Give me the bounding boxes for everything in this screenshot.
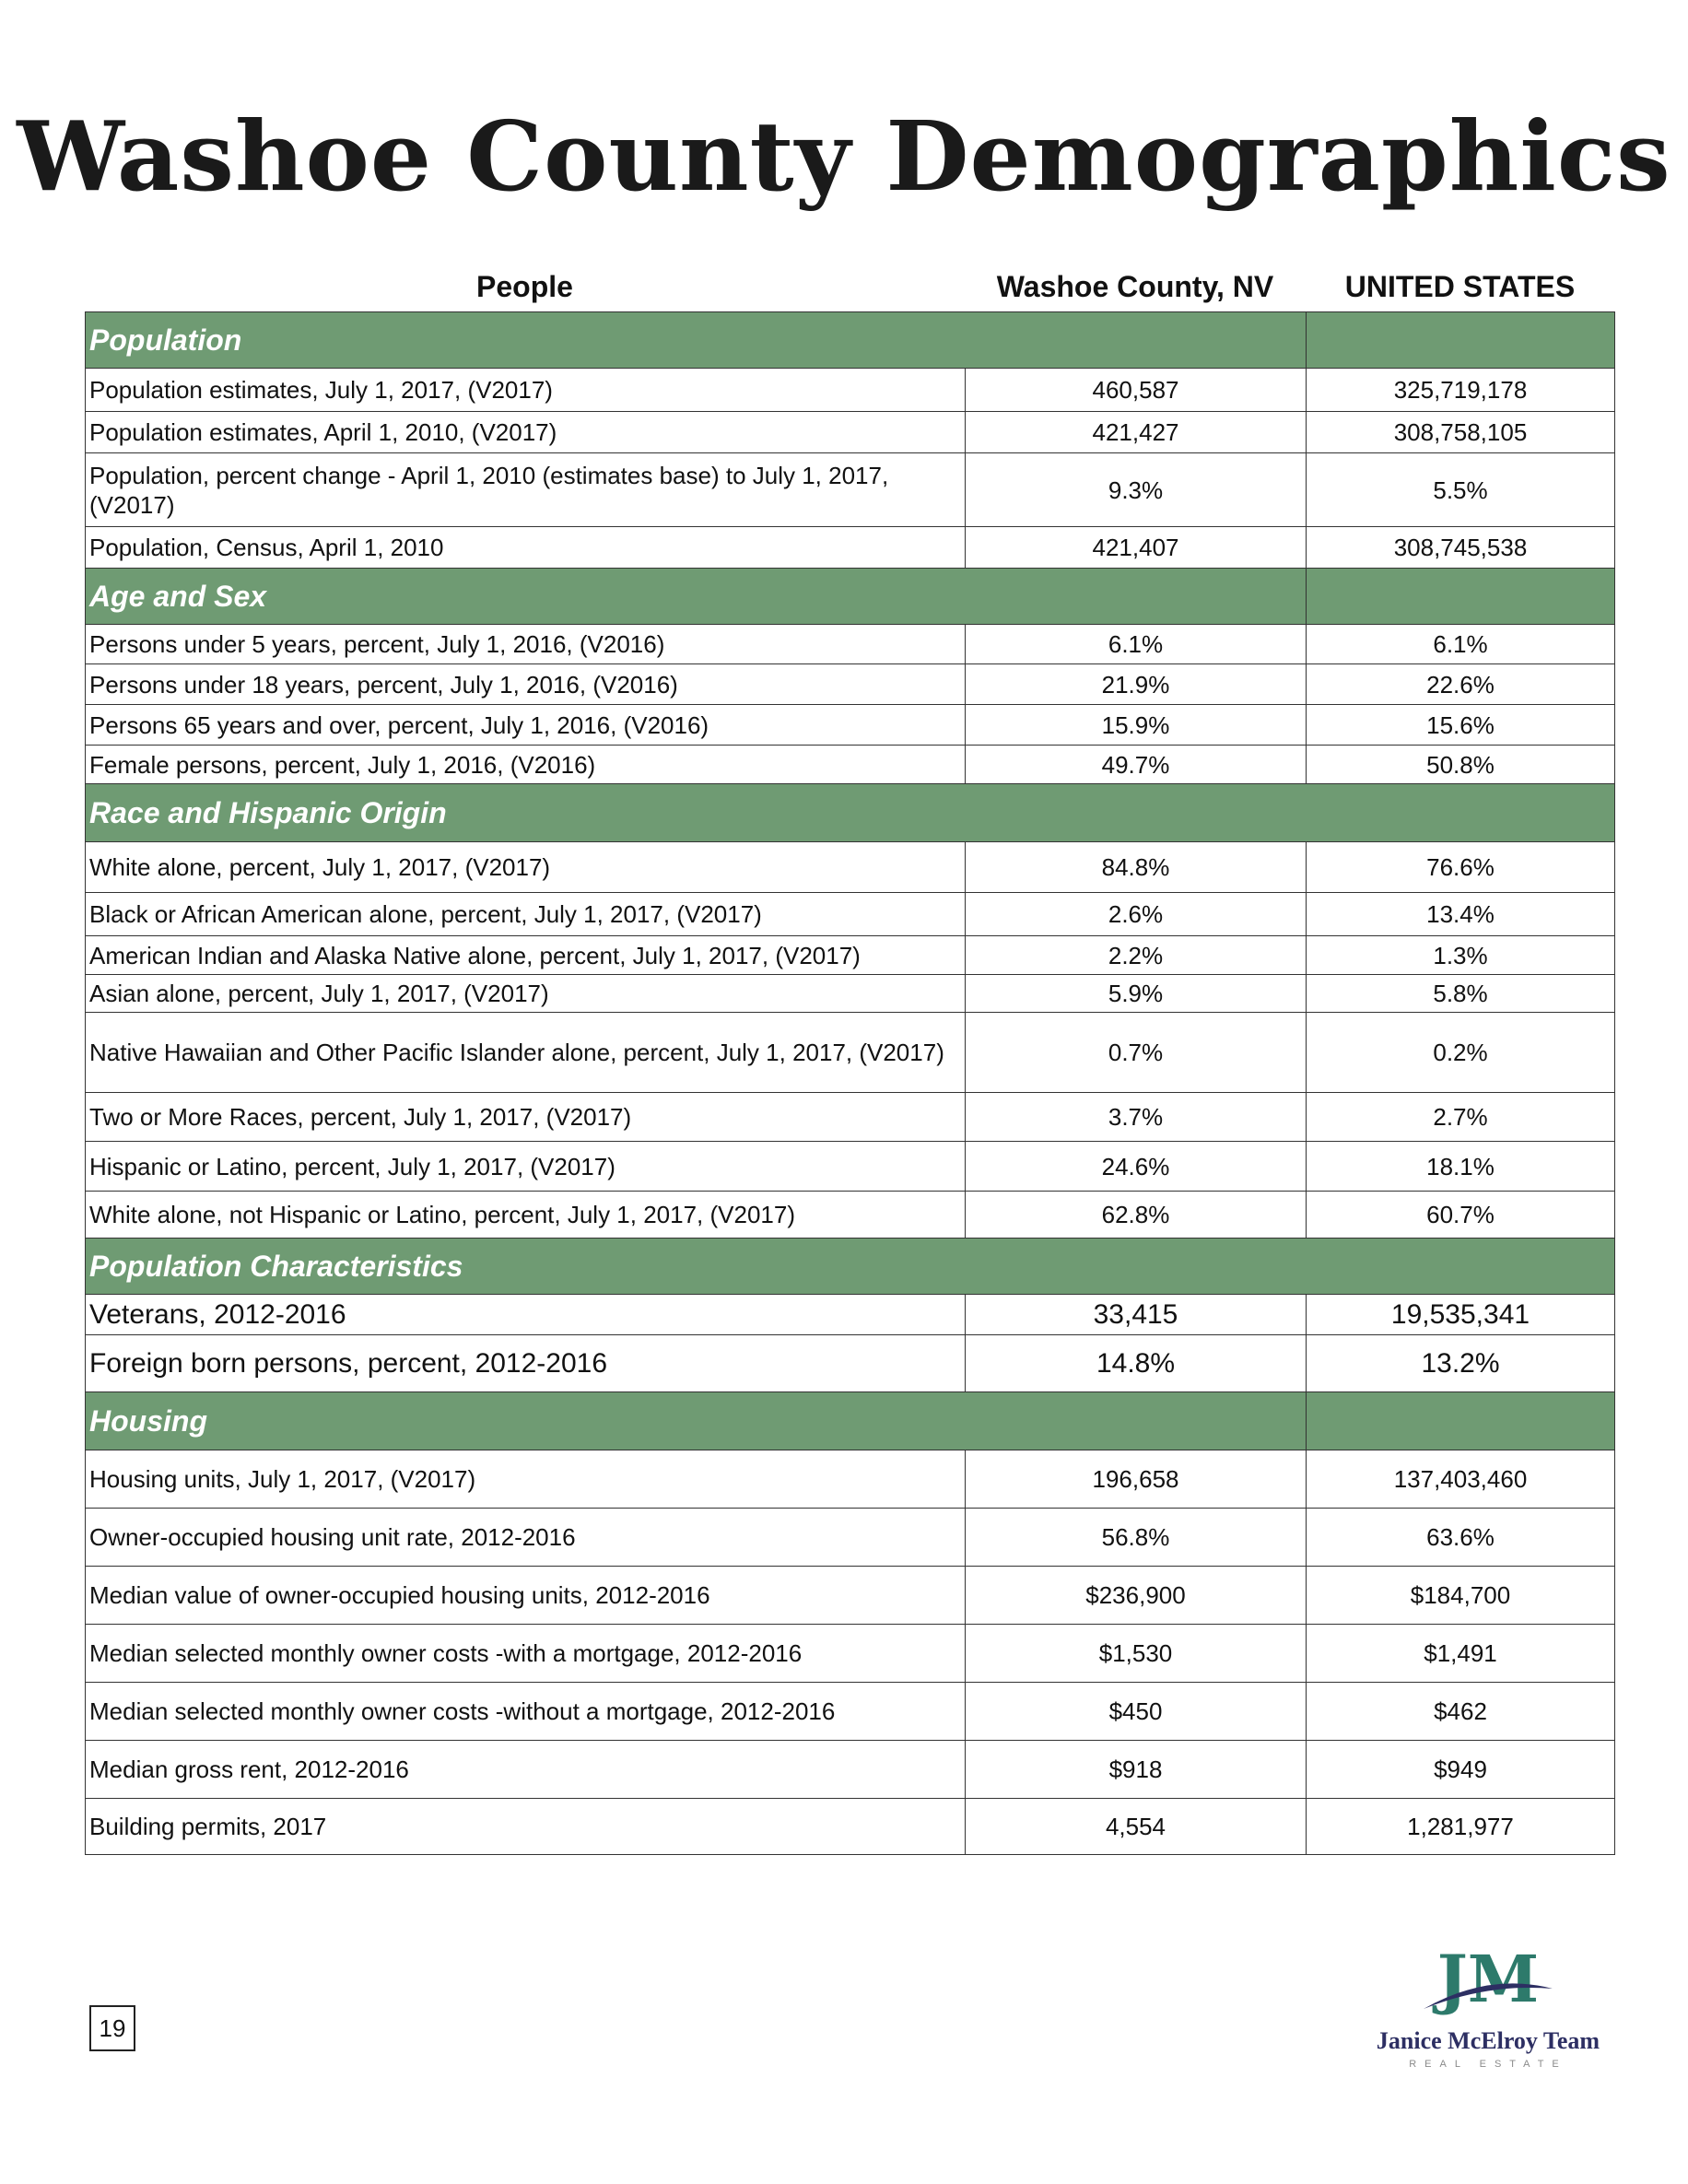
county-value: 56.8% xyxy=(966,1509,1307,1567)
us-value: $462 xyxy=(1307,1683,1615,1741)
us-value: $949 xyxy=(1307,1741,1615,1799)
section-title: Population Characteristics xyxy=(86,1239,1615,1295)
table-row xyxy=(86,453,1615,527)
county-value: 421,407 xyxy=(966,527,1307,569)
table-row xyxy=(86,1335,1615,1392)
row-label: Building permits, 2017 xyxy=(86,1799,966,1855)
table-row xyxy=(86,625,1615,664)
section-row-housing xyxy=(86,1392,1615,1450)
row-label: Persons under 18 years, percent, July 1, 2016, (V2016) xyxy=(86,664,966,705)
county-value: 196,658 xyxy=(966,1450,1307,1509)
row-label: American Indian and Alaska Native alone, percent, July 1, 2017, (V2017) xyxy=(86,936,966,975)
row-label: Veterans, 2012-2016 xyxy=(86,1295,966,1335)
row-label: Female persons, percent, July 1, 2016, (V2016) xyxy=(86,746,966,784)
row-label: Persons 65 years and over, percent, July 1, 2016, (V2016) xyxy=(86,705,966,746)
row-label: Asian alone, percent, July 1, 2017, (V2017) xyxy=(86,975,966,1013)
row-label: Population estimates, July 1, 2017, (V2017) xyxy=(86,369,966,412)
header-people: People xyxy=(476,270,573,303)
county-value: 21.9% xyxy=(966,664,1307,705)
demographics-table xyxy=(85,311,1615,1855)
county-value: 15.9% xyxy=(966,705,1307,746)
us-value: 50.8% xyxy=(1307,746,1615,784)
section-title: Housing xyxy=(86,1392,1307,1450)
county-value: 2.6% xyxy=(966,893,1307,936)
us-value: 0.2% xyxy=(1307,1013,1615,1093)
row-label: Two or More Races, percent, July 1, 2017, (V2017) xyxy=(86,1093,966,1142)
county-value: 6.1% xyxy=(966,625,1307,664)
row-label: Median selected monthly owner costs -with a mortgage, 2012-2016 xyxy=(86,1625,966,1683)
us-value: 13.2% xyxy=(1307,1335,1615,1392)
header-united-states: UNITED STATES xyxy=(1344,270,1576,303)
us-value: 2.7% xyxy=(1307,1093,1615,1142)
row-label: White alone, not Hispanic or Latino, percent, July 1, 2017, (V2017) xyxy=(86,1192,966,1239)
us-value: 76.6% xyxy=(1307,842,1615,893)
table-row xyxy=(86,664,1615,705)
section-row-population-characteristics xyxy=(86,1239,1615,1295)
page-number: 19 xyxy=(89,2005,135,2051)
table-row xyxy=(86,842,1615,893)
table-row xyxy=(86,1567,1615,1625)
table-row xyxy=(86,1625,1615,1683)
table-row xyxy=(86,527,1615,569)
us-value: 6.1% xyxy=(1307,625,1615,664)
county-value: 2.2% xyxy=(966,936,1307,975)
row-label: Median selected monthly owner costs -without a mortgage, 2012-2016 xyxy=(86,1683,966,1741)
table-row xyxy=(86,1295,1615,1335)
row-label: White alone, percent, July 1, 2017, (V2017) xyxy=(86,842,966,893)
table-row xyxy=(86,412,1615,453)
county-value: $918 xyxy=(966,1741,1307,1799)
row-label: Population estimates, April 1, 2010, (V2017) xyxy=(86,412,966,453)
table-row xyxy=(86,1142,1615,1192)
logo-name: Janice McElroy Team xyxy=(1376,2027,1600,2054)
row-label: Native Hawaiian and Other Pacific Islander alone, percent, July 1, 2017, (V2017) xyxy=(86,1013,966,1093)
us-value: 308,745,538 xyxy=(1307,527,1615,569)
us-value: 5.5% xyxy=(1307,453,1615,527)
county-value: 14.8% xyxy=(966,1335,1307,1392)
table-row xyxy=(86,369,1615,412)
section-row-age-and-sex xyxy=(86,569,1615,625)
county-value: $236,900 xyxy=(966,1567,1307,1625)
table-row xyxy=(86,705,1615,746)
county-value: 33,415 xyxy=(966,1295,1307,1335)
table-row xyxy=(86,1799,1615,1855)
us-value: 15.6% xyxy=(1307,705,1615,746)
county-value: 421,427 xyxy=(966,412,1307,453)
row-label: Median gross rent, 2012-2016 xyxy=(86,1741,966,1799)
section-row-race-and-hispanic-origin xyxy=(86,784,1615,842)
logo-monogram: JM xyxy=(1436,1941,1540,2017)
row-label: Housing units, July 1, 2017, (V2017) xyxy=(86,1450,966,1509)
county-value: 460,587 xyxy=(966,369,1307,412)
county-value: $1,530 xyxy=(966,1625,1307,1683)
section-title: Age and Sex xyxy=(86,569,1307,625)
county-value: 84.8% xyxy=(966,842,1307,893)
county-value: 9.3% xyxy=(966,453,1307,527)
row-label: Persons under 5 years, percent, July 1, 2016, (V2016) xyxy=(86,625,966,664)
table-row xyxy=(86,1192,1615,1239)
county-value: 0.7% xyxy=(966,1013,1307,1093)
company-logo xyxy=(1359,1935,1617,2073)
row-label: Hispanic or Latino, percent, July 1, 2017, (V2017) xyxy=(86,1142,966,1192)
us-value: 1.3% xyxy=(1307,936,1615,975)
row-label: Foreign born persons, percent, 2012-2016 xyxy=(86,1335,966,1392)
us-value: 63.6% xyxy=(1307,1509,1615,1567)
table-row xyxy=(86,893,1615,936)
us-value: 137,403,460 xyxy=(1307,1450,1615,1509)
county-value: 3.7% xyxy=(966,1093,1307,1142)
table-row xyxy=(86,746,1615,784)
section-title: Population xyxy=(86,312,1307,369)
county-value: 62.8% xyxy=(966,1192,1307,1239)
table-row xyxy=(86,936,1615,975)
county-value: 49.7% xyxy=(966,746,1307,784)
table-row xyxy=(86,975,1615,1013)
row-label: Black or African American alone, percent, July 1, 2017, (V2017) xyxy=(86,893,966,936)
column-headers xyxy=(85,270,1614,311)
us-value: 22.6% xyxy=(1307,664,1615,705)
table-row xyxy=(86,1093,1615,1142)
header-washoe-county: Washoe County, NV xyxy=(996,270,1274,303)
table-row xyxy=(86,1741,1615,1799)
table-row xyxy=(86,1450,1615,1509)
us-value: 60.7% xyxy=(1307,1192,1615,1239)
table-row xyxy=(86,1509,1615,1567)
us-value: 18.1% xyxy=(1307,1142,1615,1192)
table-row xyxy=(86,1013,1615,1093)
us-value: 13.4% xyxy=(1307,893,1615,936)
section-row-population xyxy=(86,312,1615,369)
jm-monogram-icon xyxy=(1414,1935,1562,2027)
section-title: Race and Hispanic Origin xyxy=(86,784,1615,842)
county-value: 4,554 xyxy=(966,1799,1307,1855)
row-label: Owner-occupied housing unit rate, 2012-2016 xyxy=(86,1509,966,1567)
us-value: 5.8% xyxy=(1307,975,1615,1013)
county-value: 24.6% xyxy=(966,1142,1307,1192)
county-value: $450 xyxy=(966,1683,1307,1741)
us-value: 19,535,341 xyxy=(1307,1295,1615,1335)
row-label: Population, Census, April 1, 2010 xyxy=(86,527,966,569)
table-row xyxy=(86,1683,1615,1741)
county-value: 5.9% xyxy=(966,975,1307,1013)
us-value: 1,281,977 xyxy=(1307,1799,1615,1855)
us-value: 325,719,178 xyxy=(1307,369,1615,412)
page-title: Washoe County Demographics xyxy=(17,100,1671,213)
us-value: $1,491 xyxy=(1307,1625,1615,1683)
row-label: Population, percent change - April 1, 2010 (estimates base) to July 1, 2017, (V2017) xyxy=(86,453,966,527)
row-label: Median value of owner-occupied housing units, 2012-2016 xyxy=(86,1567,966,1625)
us-value: 308,758,105 xyxy=(1307,412,1615,453)
us-value: $184,700 xyxy=(1307,1567,1615,1625)
logo-subtitle: REAL ESTATE xyxy=(1409,2059,1567,2070)
